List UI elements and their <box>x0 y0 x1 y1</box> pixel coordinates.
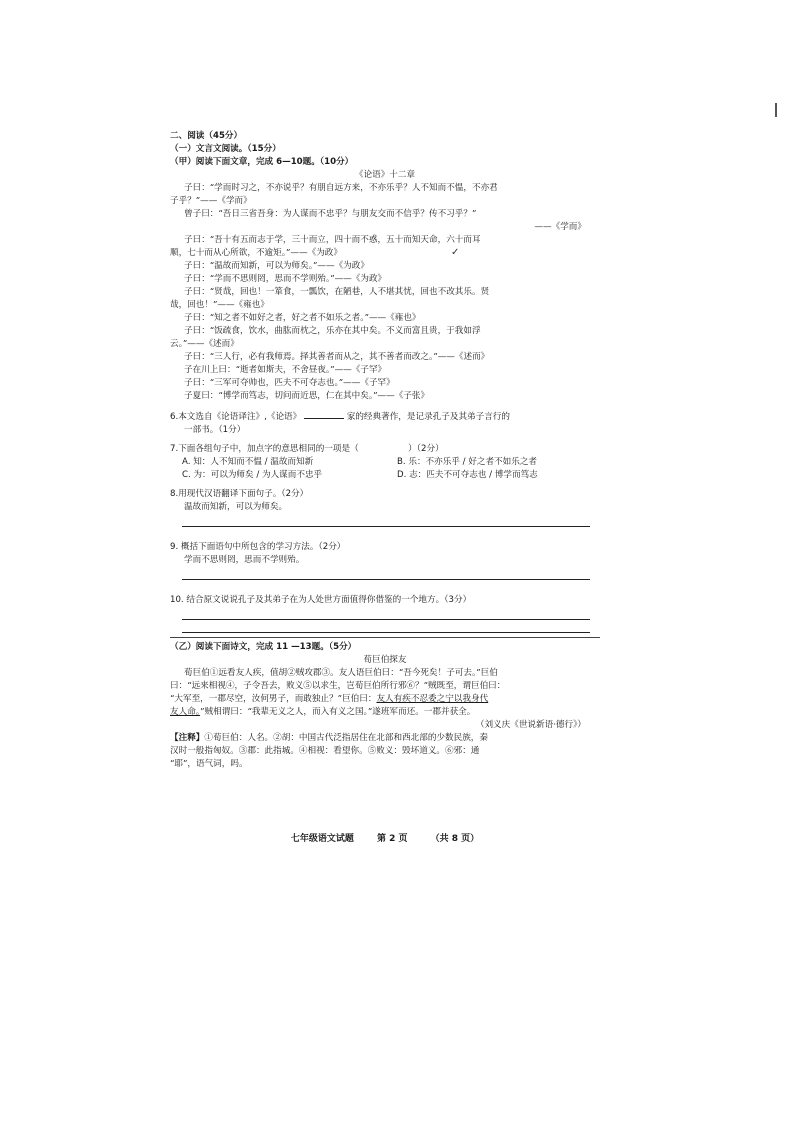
subsection-title: （一）文言文阅读。（15分） <box>170 144 281 154</box>
answer-line-8[interactable] <box>182 514 590 527</box>
question-6-cont: 一部书。（1分） <box>184 425 246 435</box>
passage-b-heading: （乙）阅读下面诗文，完成 11 —13题。（5分） <box>170 642 357 652</box>
question-6: 6.本文选自《论语译注》,《论语》 家的经典著作，是记录孔子及其弟子言行的 <box>170 409 600 424</box>
scan-edge-mark <box>775 103 777 117</box>
footer-page: 第 2 页 <box>376 834 408 844</box>
passage-line: 子曰：“饭疏食，饮水，曲肱而枕之，乐亦在其中矣。不义而富且贵，于我如浮 <box>184 326 481 336</box>
question-8-text: 温故而知新，可以为师矣。 <box>184 502 288 512</box>
notes-line: 【注释】①荀巨伯：人名。②胡：中国古代泛指居住在北部和西北部的少数民族，秦 <box>170 733 488 743</box>
passage-line: 子曰：“三人行，必有我师焉。择其善者而从之，其不善者而改之。”——《述而》 <box>184 352 490 362</box>
passage-line: 子曰：“知之者不如好之者，好之者不如乐之者。”——《雍也》 <box>184 313 421 323</box>
passage-line: 子曰：“学而时习之，不亦说乎？有朋自远方来，不亦乐乎？人不知而不愠，不亦君 <box>184 183 498 193</box>
question-10: 10. 结合原文说说孔子及其弟子在为人处世方面值得你借鉴的一个地方。（3分） <box>170 595 472 605</box>
footer-total: （共 8 页） <box>430 834 480 844</box>
question-9: 9. 概括下面语句中所包含的学习方法。（2分） <box>170 542 346 552</box>
passage-b-title: 荀巨伯探友 <box>363 655 407 665</box>
exam-page <box>170 130 600 771</box>
passage-line: 荀巨伯①远看友人疾，值胡②贼攻郡③。友人语巨伯曰：“吾今死矣！子可去。”巨伯 <box>184 668 498 678</box>
passage-line: 子曰：“吾十有五而志于学，三十而立，四十而不惑，五十而知天命，六十而耳 <box>184 235 481 245</box>
passage-line: 顺，七十而从心所欲，不逾矩。”——《为政》 <box>170 248 342 258</box>
passage-a-title: 《论语》十二章 <box>354 170 416 180</box>
option-b: B. 乐：不亦乐乎 / 好之者不如乐之者 <box>397 457 538 467</box>
answer-blank-6[interactable] <box>304 409 344 419</box>
passage-source: （刘义庆《世说新语·德行》） <box>475 720 586 730</box>
page-footer <box>170 831 600 844</box>
passage-line: 子曰：“贤哉，回也！一箪食，一瓢饮，在陋巷，人不堪其忧，回也不改其乐。贤 <box>184 287 490 297</box>
passage-line: ——《学而》 <box>534 222 586 232</box>
answer-line-10a[interactable] <box>182 607 590 620</box>
notes-line: 汉时一般指匈奴。③郡：此指城。④相视：看望你。⑤败义：毁坏道义。⑥邪：通 <box>170 746 480 756</box>
passage-a-heading: （甲）阅读下面文章，完成 6—10题。（10分） <box>170 157 354 167</box>
question-7-options-row-1 <box>170 456 600 469</box>
underlined-sentence: 友人有疾不忍委之宁以我身代 <box>376 694 489 704</box>
passage-line: 曾子曰：“吾日三省吾身：为人谋而不忠乎？与朋友交而不信乎？传不习乎？” <box>184 209 477 219</box>
passage-line: 曰：“远来相视④，子令吾去，败义⑤以求生，岂荀巨伯所行邪⑥？”贼既至，谓巨伯曰： <box>170 681 506 691</box>
question-7: 7.下面各组句子中，加点字的意思相同的一项是（ ）（2分） <box>170 444 444 454</box>
notes-label: 【注释】 <box>170 733 205 743</box>
passage-line: 云。”——《述而》 <box>170 339 239 349</box>
option-c: C. 为：可以为师矣 / 为人谋而不忠乎 <box>182 470 323 480</box>
answer-line-9[interactable] <box>182 567 590 580</box>
passage-line: 哉，回也！”——《雍也》 <box>170 300 269 310</box>
passage-line: 子夏曰：“博学而笃志，切问而近思，仁在其中矣。”——《子张》 <box>184 391 430 401</box>
answer-line-10b[interactable] <box>182 620 590 633</box>
question-8: 8.用现代汉语翻译下面句子。（2分） <box>170 489 309 499</box>
question-7-options-row-2 <box>170 469 600 482</box>
section-title: 二、阅读（45分） <box>170 131 243 141</box>
option-d: D. 志：匹夫不可夺志也 / 博学而笃志 <box>397 470 538 480</box>
passage-line: 子曰：“学而不思则罔，思而不学则殆。”——《为政》 <box>184 274 387 284</box>
passage-line: 子曰：“温故而知新，可以为师矣。”——《为政》 <box>184 261 369 271</box>
passage-line: “大军至，一郡尽空，汝何男子，而敢独止？”巨伯曰：友人有疾不忍委之宁以我身代 <box>170 694 489 704</box>
divider <box>170 637 600 638</box>
option-a: A. 知：人不知而不愠 / 温故而知新 <box>182 457 314 467</box>
footer-subject: 七年级语文试题 <box>290 834 354 844</box>
underlined-sentence-end: 友人命。 <box>170 707 201 717</box>
passage-line: 子乎？”——《学而》 <box>170 196 252 206</box>
question-9-text: 学而不思则罔，思而不学则殆。 <box>184 555 305 565</box>
passage-line: 子在川上曰：“逝者如斯夫，不舍昼夜。”——《子罕》 <box>184 365 387 375</box>
handwritten-check-mark: ✓ <box>451 247 460 258</box>
passage-line: 友人命。”贼相谓曰：“我辈无义之人，而入有义之国。”遂班军而还。一郡并获全。 <box>170 707 476 717</box>
passage-line: 子曰：“三军可夺帅也，匹夫不可夺志也。”——《子罕》 <box>184 378 395 388</box>
notes-line: “耶”，语气词，吗。 <box>170 759 248 769</box>
